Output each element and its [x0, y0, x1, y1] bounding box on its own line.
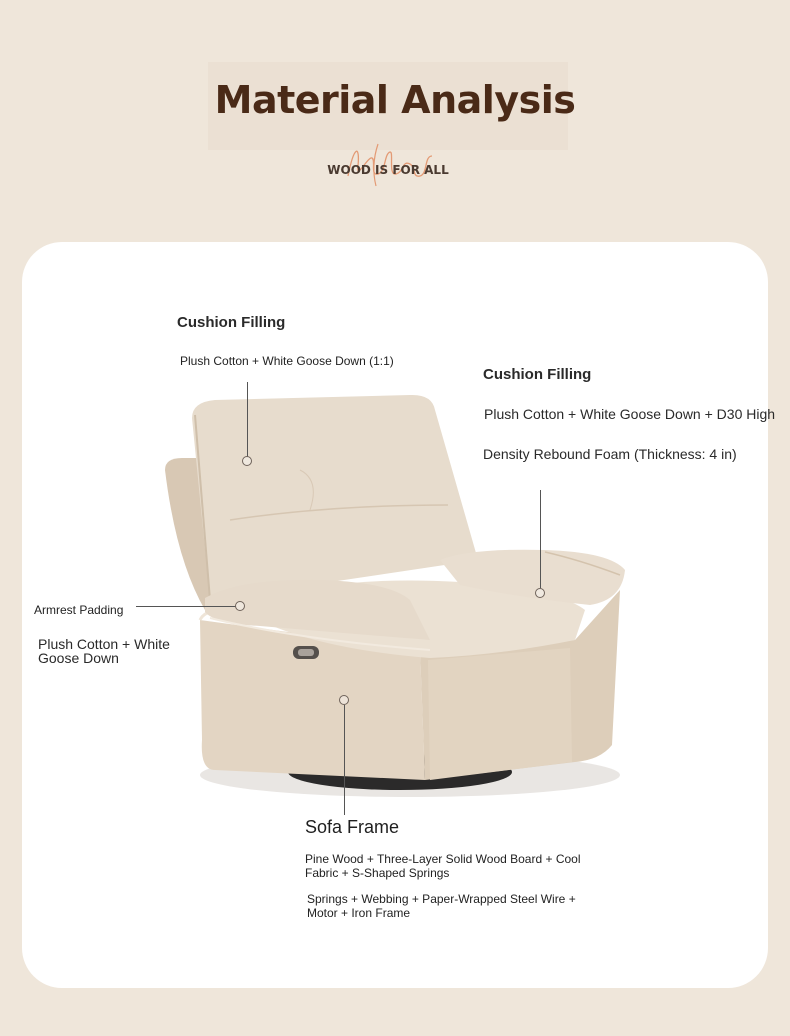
- callout-dot-frame: [339, 695, 349, 705]
- cushion-filling-heading-right: Cushion Filling: [483, 366, 592, 383]
- brand-logo-text: WOOD IS FOR ALL: [327, 163, 449, 177]
- sofa-frame-detail-1: Pine Wood + Three-Layer Solid Wood Board + Cool Fabric + S-Shaped Springs: [305, 852, 581, 880]
- armrest-padding-heading: Armrest Padding: [34, 603, 124, 617]
- callout-dot-top-left: [242, 456, 252, 466]
- cushion-filling-detail-left: Plush Cotton + White Goose Down (1:1): [180, 354, 394, 368]
- cushion-filling-heading-left: Cushion Filling: [177, 314, 286, 331]
- leader-line-top-left: [247, 382, 248, 457]
- callout-dot-armrest: [235, 601, 245, 611]
- armrest-padding-detail: Plush Cotton + White Goose Down: [38, 636, 170, 666]
- sofa-frame-detail-2: Springs + Webbing + Paper-Wrapped Steel Wire + Motor + Iron Frame: [307, 892, 576, 920]
- callout-dot-top-right: [535, 588, 545, 598]
- leader-line-top-right: [540, 490, 541, 588]
- page-title: Material Analysis: [214, 78, 576, 122]
- leader-line-armrest: [136, 606, 236, 607]
- cushion-filling-detail-right-2: Density Rebound Foam (Thickness: 4 in): [483, 446, 737, 462]
- cushion-filling-detail-right-1: Plush Cotton + White Goose Down + D30 High: [484, 406, 776, 422]
- sofa-frame-heading: Sofa Frame: [305, 817, 400, 837]
- leader-line-frame: [344, 705, 345, 815]
